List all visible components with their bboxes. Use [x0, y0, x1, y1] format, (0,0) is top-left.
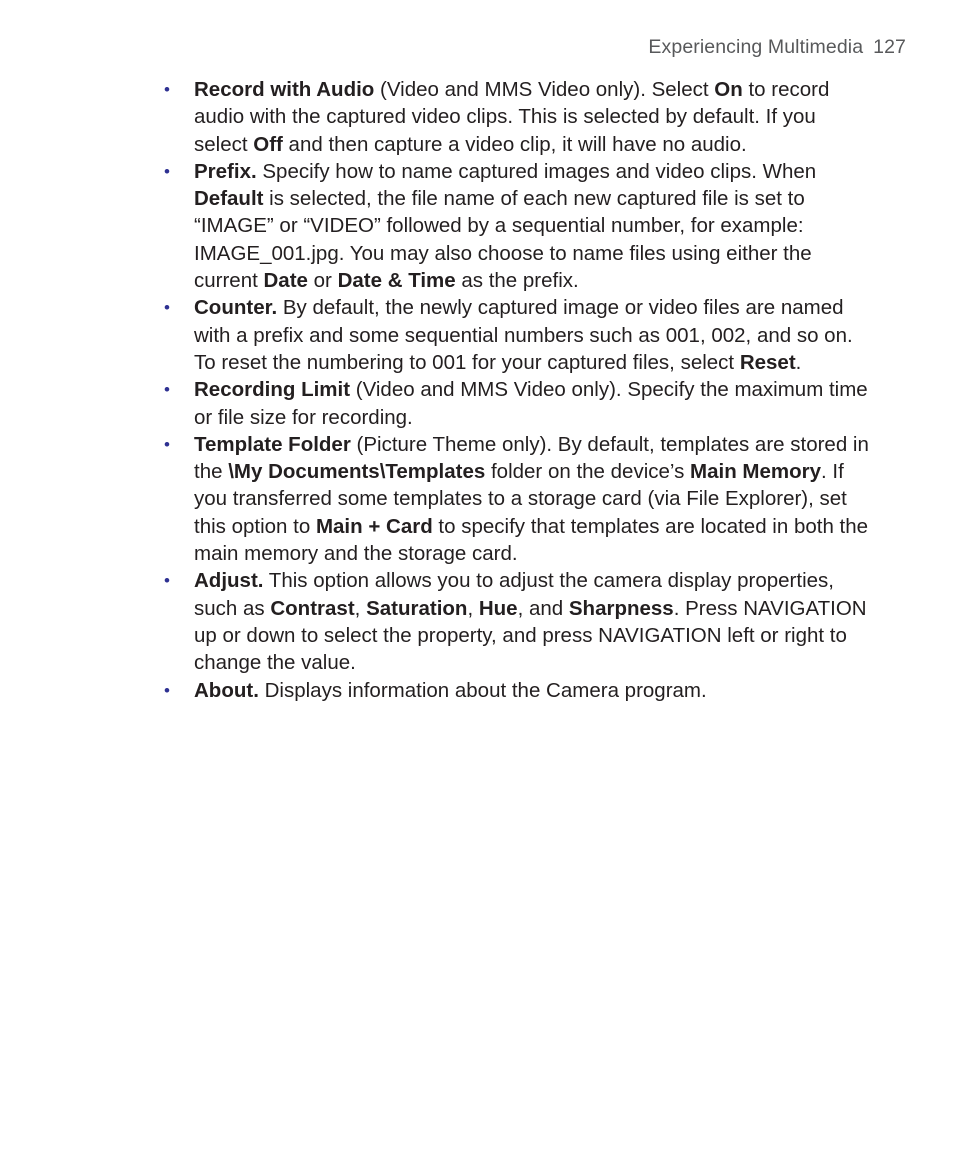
- list-item: [160, 677, 872, 704]
- list-item: [160, 376, 872, 431]
- list-item: [160, 567, 872, 676]
- bold-term: Date & Time: [337, 269, 456, 293]
- body-text: folder on the device’s: [485, 460, 691, 484]
- page-number: 127: [873, 36, 906, 58]
- body-text: or: [307, 269, 338, 293]
- body-text: (Video and MMS Video only). Specify the maximum time or file size for recording.: [194, 378, 868, 429]
- page-header: [648, 36, 906, 59]
- bullet-icon: •: [164, 298, 170, 318]
- bold-term: Adjust.: [194, 569, 264, 593]
- body-text: to record audio with the captured video clips. This is selected by default. If you select: [194, 78, 830, 156]
- bullet-icon: •: [164, 680, 170, 700]
- bullet-icon: •: [164, 80, 170, 99]
- bold-term: On: [714, 78, 743, 101]
- bold-term: Contrast: [270, 596, 355, 620]
- bold-term: About.: [194, 678, 259, 702]
- body-text: (Picture Theme only). By default, templates are stored in the: [194, 432, 869, 484]
- list-item: [160, 158, 872, 294]
- body-text: and then capture a video clip, it will have no audio.: [282, 132, 747, 156]
- settings-bullet-list: [160, 76, 872, 704]
- section-title: Experiencing Multimedia: [648, 36, 864, 58]
- bold-term: Main + Card: [315, 514, 433, 538]
- bullet-icon: •: [164, 434, 170, 454]
- bold-term: Hue: [478, 596, 518, 620]
- body-text: Specify how to name captured images and video clips. When: [256, 159, 817, 183]
- bold-term: Sharpness: [568, 596, 674, 620]
- body-text: to specify that templates are located in both the main memory and the storage card.: [194, 514, 869, 566]
- body-text: is selected, the file name of each new captured file is set to “IMAGE” or “VIDEO” followed by a sequential number, for example: IMAGE_001.jpg. You may also choose to name files using either the current: [194, 187, 812, 293]
- bold-term: Default: [194, 187, 264, 211]
- body-text: as the prefix.: [455, 269, 579, 293]
- bold-term: Reset: [739, 350, 796, 374]
- body-text: Displays information about the Camera program.: [258, 678, 707, 702]
- bold-term: Main Memory: [690, 460, 822, 484]
- body-text: . Press NAVIGATION up or down to select the property, and press NAVIGATION left or right to change the value.: [194, 596, 867, 675]
- body-text: By default, the newly captured image or video files are named with a prefix and some sequential numbers such as 001, 002, and so on. To reset the numbering to 001 for your captured files, select: [194, 296, 853, 374]
- bold-term: Template Folder: [194, 432, 351, 456]
- bold-term: \My Documents\Templates: [228, 460, 486, 484]
- bold-term: Record with Audio: [194, 78, 375, 101]
- body-text: , and: [517, 596, 569, 620]
- list-item: [160, 294, 872, 376]
- body-text: This option allows you to adjust the camera display properties, such as: [194, 569, 834, 620]
- body-text: ,: [467, 596, 479, 620]
- bullet-icon: •: [164, 161, 170, 181]
- body-text: ,: [354, 596, 367, 620]
- bold-term: Counter.: [194, 296, 278, 320]
- list-item: [160, 76, 872, 158]
- bold-term: Saturation: [366, 596, 468, 620]
- bold-term: Prefix.: [194, 159, 257, 183]
- body-text: .: [795, 350, 802, 374]
- bold-term: Date: [263, 269, 308, 293]
- bold-term: Off: [253, 132, 283, 156]
- list-item: [160, 431, 872, 567]
- bold-term: Recording Limit: [194, 378, 351, 402]
- bullet-icon: •: [164, 571, 170, 591]
- body-text: . If you transferred some templates to a storage card (via File Explorer), set this option to: [194, 460, 847, 538]
- bullet-icon: •: [164, 380, 170, 400]
- body-text: (Video and MMS Video only). Select: [374, 78, 715, 101]
